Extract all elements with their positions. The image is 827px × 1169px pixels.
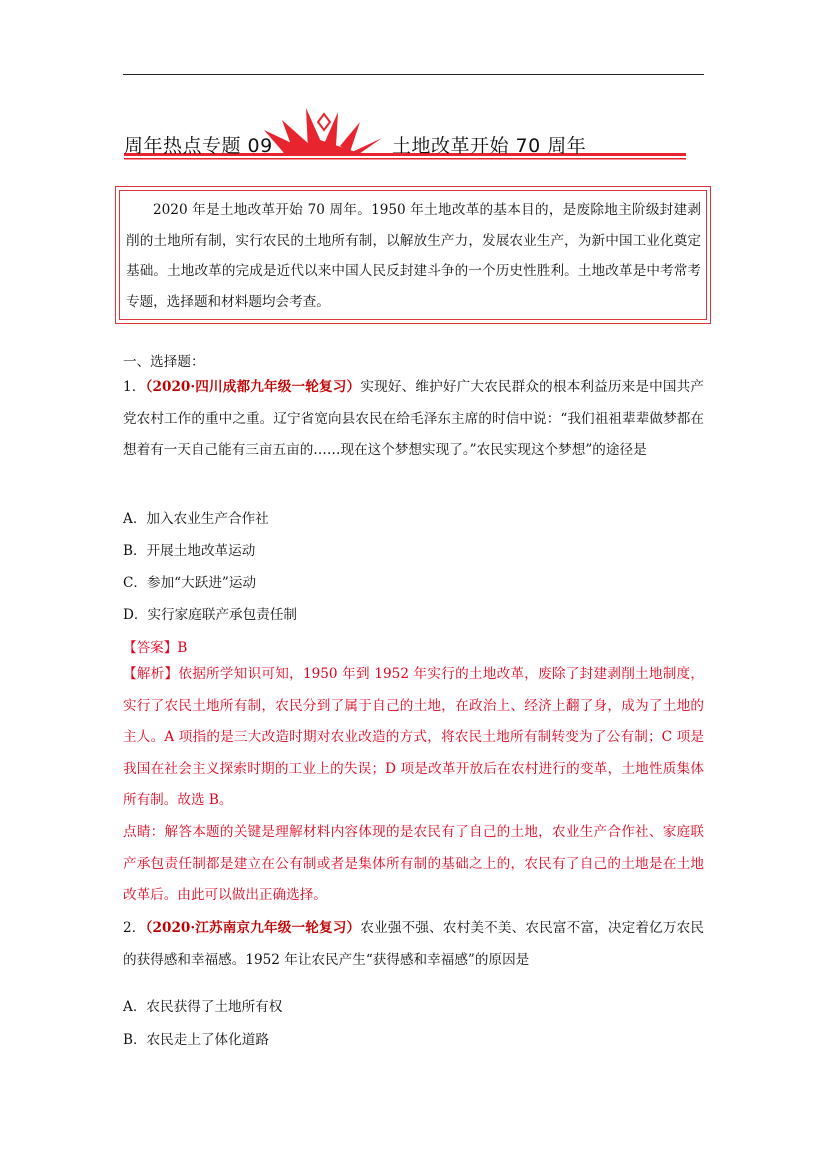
- q1-tip: 点睛：解答本题的关键是理解材料内容体现的是农民有了自己的土地，农业生产合作社、家庭联产承包责任制都是建立在公有制或者是集体所有制的基础之上的，农民有了自己的土地是在土地改革后。由此可以做出正确选择。: [123, 824, 704, 903]
- question-2: [123, 913, 704, 976]
- q2-option-b: B．农民走上了体化道路: [123, 1032, 269, 1048]
- question-2-stem: 农业强不强、农村美不美、农民富不富，决定着亿万农民的获得感和幸福感。1952 年让农民产生“获得感和幸福感”的原因是: [123, 920, 704, 968]
- q1-analysis: [123, 659, 704, 817]
- intro-text: 2020 年是土地改革开始 70 周年。1950 年土地改革的基本目的，是废除地主阶级封建剥削的土地所有制，实行农民的土地所有制，以解放生产力，发展农业生产，为新中国工业化奠定基础。土地改革的完成是近代以来中国人民反封建斗争的一个历史性胜利。土地改革是中考常考专题，选择题和材料题均会考查。: [126, 202, 701, 310]
- q1-option-c: C．参加“大跃进”运动: [123, 575, 257, 591]
- q1-option-d: D．实行家庭联产承包责任制: [123, 607, 298, 623]
- header-topic-title: 土地改革开始 70 周年: [392, 135, 587, 157]
- intro-box: [115, 186, 711, 324]
- top-rule: [123, 74, 704, 75]
- q1-option-b: B．开展土地改革运动: [123, 543, 256, 559]
- q1-analysis-text: 依据所学知识可知，1950 年到 1952 年实行的土地改革，废除了封建剥削土地制度，实行了农民土地所有制，农民分到了属于自己的土地，在政治上、经济上翻了身，成为了土地的主人。A 项指的是三大改造时期对农业改造的方式，将农民土地所有制转变为了公有制；C 项是我国在社会主义探索时期的工业上的失误；D 项是改革开放后在农村进行的变革，土地性质集体所有制。故选 B。: [123, 666, 704, 808]
- q1-answer-value: B: [177, 640, 188, 656]
- q1-option-a: A．加入农业生产合作社: [123, 511, 269, 527]
- q2-option-a: A．农民获得了土地所有权: [123, 999, 283, 1015]
- question-2-source: （2020·江苏南京九年级一轮复习）: [145, 920, 361, 936]
- topic-header: [124, 100, 714, 170]
- question-1-number: 1．: [123, 379, 146, 395]
- question-2-number: 2．: [123, 920, 146, 936]
- question-1-stem: 实现好、维护好广大农民群众的根本利益历来是中国共产党农村工作的重中之重。辽宁省宽向县农民在给毛泽东主席的时信中说：“我们祖祖辈辈做梦都在想着有一天自己能有三亩五亩的……现在这个梦想实现了。”农民实现这个梦想”的途径是: [123, 379, 704, 458]
- q1-answer: [123, 636, 187, 656]
- question-1: [123, 341, 704, 467]
- q1-analysis-label: 【解析】: [123, 666, 179, 682]
- q1-answer-label: 【答案】: [123, 640, 178, 656]
- section-heading: 一、选择题：: [123, 354, 205, 370]
- question-1-source: （2020·四川成都九年级一轮复习）: [145, 379, 361, 395]
- header-series-title: 周年热点专题 09: [124, 135, 273, 157]
